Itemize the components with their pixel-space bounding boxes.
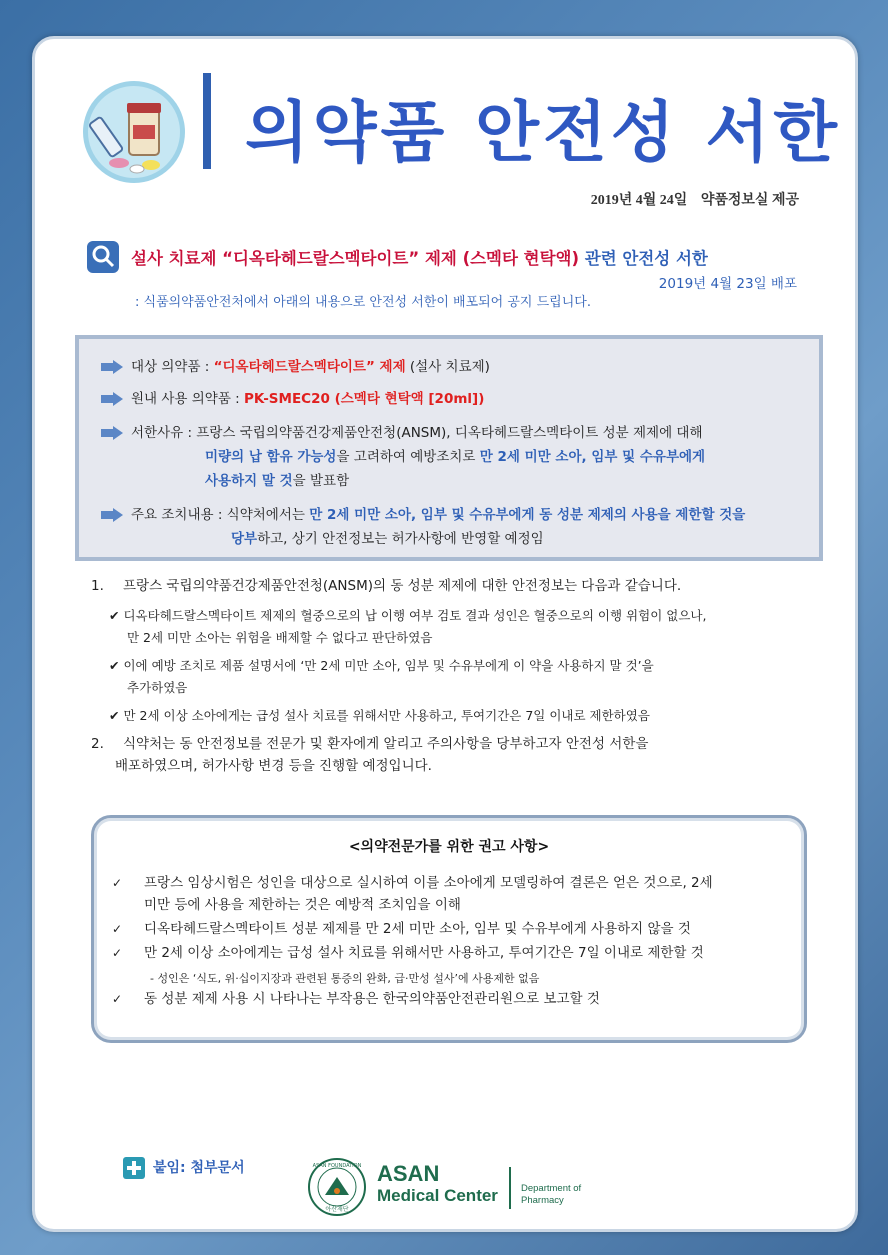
check-icon: ✓: [112, 922, 123, 936]
summary-reason: 서한사유 : 프랑스 국립의약품건강제품안전청(ANSM), 디옥타헤드랄스멕타이트 성분 제제에 대해 미량의 납 함유 가능성을 고려하여 예방조치로 만 2세 미만 소아, 임부 및 수유부에게 사용하지 말 것을 발표함: [101, 421, 705, 493]
summary-inhouse: 원내 사용 의약품 : PK-SMEC20 (스멕타 현탁액 [20ml]): [101, 387, 484, 411]
check-icon: ✓: [112, 992, 123, 1006]
summary-action: 주요 조치내용 : 식약처에서는 만 2세 미만 소아, 임부 및 수유부에게 동 성분 제제의 사용을 제한할 것을 당부하고, 상기 안전정보는 허가사항에 반영할 예정임: [101, 503, 745, 551]
page-title: 의약품 안전성 서한: [245, 93, 842, 171]
check-icon: ✓: [112, 876, 123, 890]
issue-date: 2019년 4월 24일: [590, 193, 688, 208]
arrow-right-icon: [101, 360, 123, 374]
check-icon: ✓: [112, 946, 123, 960]
provider: 약품정보실 제공: [700, 193, 799, 208]
attachment-link[interactable]: 붙임: 첨부문서: [123, 1157, 245, 1179]
document-page: [32, 36, 858, 1232]
list-item: ✔ 이에 예방 조치로 제품 설명서에 ‘만 2세 미만 소아, 임부 및 수유부에게 이 약을 사용하지 말 것’을 추가하였음: [109, 658, 654, 695]
medicine-icon: [81, 79, 187, 185]
release-date: 2019년 4월 23일 배포: [658, 276, 797, 292]
logo-divider: [509, 1167, 511, 1209]
header-divider: [203, 73, 211, 169]
seal-top-text: ASAN FOUNDATION: [312, 1163, 362, 1169]
asan-foundation-seal-icon: [307, 1157, 367, 1217]
list-item: ✓ 디옥타헤드랄스멕타이트 성분 제제를 만 2세 미만 소아, 임부 및 수유부에게 사용하지 않을 것: [112, 918, 691, 940]
arrow-right-icon: [101, 392, 123, 406]
list-item: 1. 프랑스 국립의약품건강제품안전청(ANSM)의 동 성분 제제에 대한 안전정보는 다음과 같습니다.: [91, 578, 682, 594]
seal-bottom-text: 아산재단: [325, 1206, 349, 1213]
check-icon: ✔: [109, 708, 120, 723]
list-item: ✔ 만 2세 이상 소아에게는 급성 설사 치료를 위해서만 사용하고, 투여기간은 7일 이내로 제한하였음: [109, 708, 650, 723]
plus-icon: [123, 1157, 145, 1179]
hospital-name: ASAN Medical Center: [377, 1161, 498, 1205]
notice-text: : 식품의약품안전처에서 아래의 내용으로 안전성 서한이 배포되어 공지 드립니다.: [135, 295, 591, 310]
hospital-logo: [307, 1157, 607, 1223]
list-item: ✓ 프랑스 임상시험은 성인을 대상으로 실시하여 이를 소아에게 모델링하여 결론은 얻은 것으로, 2세 미만 등에 사용을 제한하는 것은 예방적 조치임을 이해: [112, 872, 713, 916]
dateline: [581, 189, 799, 209]
summary-target: 대상 의약품 : “디옥타헤드랄스멕타이트” 제제 (설사 치료제): [101, 355, 490, 379]
list-item: ✔ 디옥타헤드랄스멕타이트 제제의 혈중으로의 납 이행 여부 검토 결과 성인은 혈중으로의 이행 위험이 없으나, 만 2세 미만 소아는 위험을 배제할 수 없다고 판단하였음: [109, 608, 707, 645]
list-note: - 성인은 ‘식도, 위·십이지장과 관련된 통증의 완화, 급·만성 설사’에 사용제한 없음: [150, 972, 540, 985]
list-item: 2. 식약처는 동 안전정보를 전문가 및 환자에게 알리고 주의사항을 당부하고자 안전성 서한을 배포하였으며, 허가사항 변경 등을 진행할 예정입니다.: [91, 736, 649, 774]
check-icon: ✔: [109, 608, 120, 623]
recommendation-box: [91, 815, 807, 1043]
list-item: ✓ 만 2세 이상 소아에게는 급성 설사 치료를 위해서만 사용하고, 투여기간은 7일 이내로 제한할 것: [112, 942, 704, 964]
department-name: Department of Pharmacy: [521, 1183, 582, 1206]
summary-box: [75, 335, 823, 561]
subject-title: 설사 치료제 “디옥타헤드랄스멕타이트” 제제 (스멕타 현탁액) 관련 안전성 서한: [131, 249, 708, 268]
recommendation-title: <의약전문가를 위한 권고 사항>: [348, 839, 550, 855]
list-item: ✓ 동 성분 제제 사용 시 나타나는 부작용은 한국의약품안전관리원으로 보고할 것: [112, 988, 600, 1010]
arrow-right-icon: [101, 426, 123, 440]
check-icon: ✔: [109, 658, 120, 673]
search-icon: [87, 241, 119, 273]
arrow-right-icon: [101, 508, 123, 522]
